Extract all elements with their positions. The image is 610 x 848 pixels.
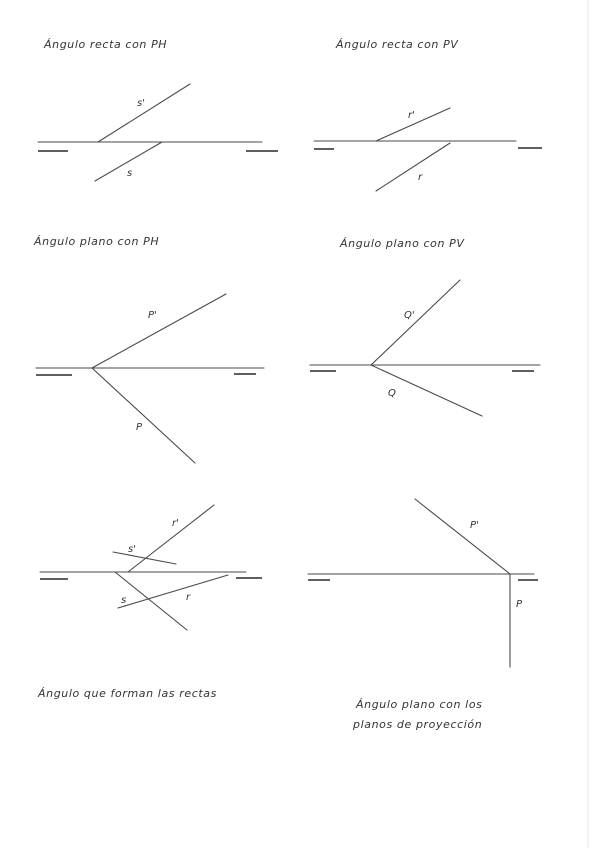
label-p: P xyxy=(136,422,143,433)
trace-q-prime xyxy=(371,280,460,365)
trace-p-prime xyxy=(415,499,510,574)
panel-plano-pv xyxy=(310,237,540,416)
panel-recta-ph xyxy=(38,38,278,181)
trace-p-prime xyxy=(92,294,226,368)
caption-recta-ph: Ángulo recta con PH xyxy=(44,38,168,51)
caption-recta-pv: Ángulo recta con PV xyxy=(336,38,459,51)
caption-plano-proyeccion-line2: planos de proyección xyxy=(353,718,483,731)
label-p-prime: P' xyxy=(148,310,157,321)
panel-recta-pv xyxy=(314,38,542,191)
label-r: r xyxy=(418,172,423,183)
line-r xyxy=(376,143,450,191)
label-s-prime: s' xyxy=(137,98,145,109)
line-s-prime xyxy=(98,84,190,142)
label-p: P xyxy=(516,599,523,610)
caption-plano-pv: Ángulo plano con PV xyxy=(340,237,465,250)
line-r-prime xyxy=(128,505,214,572)
panel-plano-proyeccion xyxy=(308,499,538,731)
trace-p xyxy=(92,368,195,463)
label-q-prime: Q' xyxy=(404,310,415,321)
label-r: r xyxy=(186,592,191,603)
label-s: s xyxy=(127,168,133,179)
caption-plano-proyeccion-line1: Ángulo plano con los xyxy=(356,698,483,711)
label-p-prime: P' xyxy=(470,520,479,531)
label-r-prime: r' xyxy=(408,110,415,121)
panel-angulo-rectas xyxy=(37,505,262,700)
caption-angulo-rectas: Ángulo que forman las rectas xyxy=(38,687,217,700)
panel-plano-ph xyxy=(33,235,264,463)
caption-plano-ph: Ángulo plano con PH xyxy=(34,235,160,248)
line-r xyxy=(118,575,228,608)
line-s-prime xyxy=(113,552,176,564)
label-s: s xyxy=(121,595,127,606)
label-q: Q xyxy=(388,388,396,399)
label-r-prime: r' xyxy=(172,518,179,529)
label-s-prime: s' xyxy=(128,544,136,555)
